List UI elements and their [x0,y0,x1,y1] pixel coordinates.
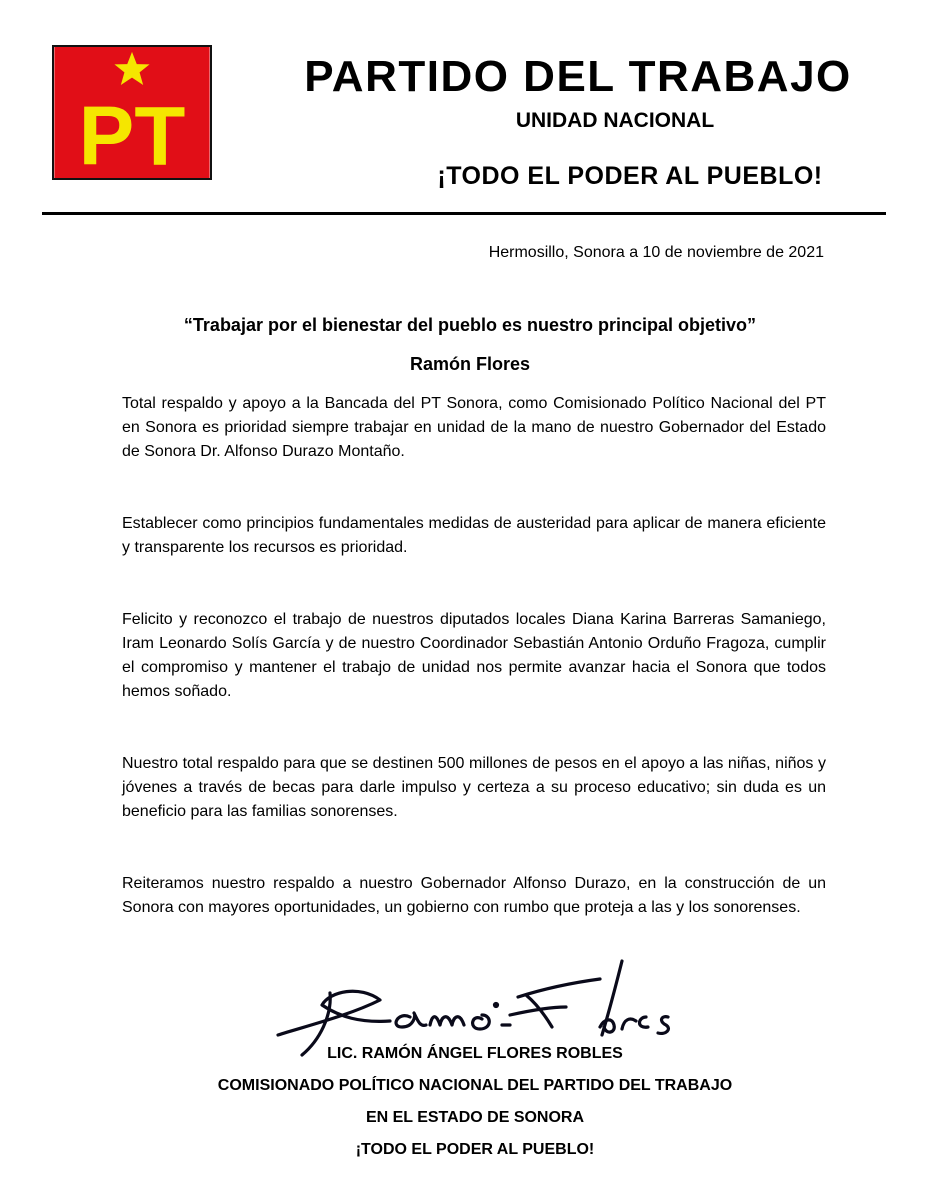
unit-name: UNIDAD NACIONAL [515,109,715,132]
pt-logo-graphic [54,47,210,178]
paragraph: Total respaldo y apoyo a la Bancada del PT Sonora, como Comisionado Político Nacional del PT en Sonora es prioridad siempre trabajar en unidad de la mano de nuestro Gobernador del Estado de Sonora Dr. Alfonso Durazo Montaño. [122,395,826,460]
signer-name: LIC. RAMÓN ÁNGEL FLORES ROBLES [327,1045,623,1062]
quote-author: Ramón Flores [409,354,531,374]
closing-slogan: ¡TODO EL PODER AL PUEBLO! [355,1141,595,1158]
signer-title: COMISIONADO POLÍTICO NACIONAL DEL PARTIDO DEL TRABAJO [217,1077,733,1094]
header-slogan: ¡TODO EL PODER AL PUEBLO! [437,162,823,190]
paragraph: Nuestro total respaldo para que se destinen 500 millones de pesos en el apoyo a las niñas, niños y jóvenes a través de becas para darle impulso y certeza a su proceso educativo; sin duda es un beneficio para las familias sonorenses. [122,755,826,820]
quote: “Trabajar por el bienestar del pueblo es nuestro principal objetivo” [183,315,757,335]
paragraph: Felicito y reconozco el trabajo de nuestros diputados locales Diana Karina Barreras Samaniego, Iram Leonardo Solís García y de nuestro Coordinador Sebastián Antonio Orduño Fragoza, cumplir el compromiso y mantener el trabajo de unidad nos permite avanzar hacia el Sonora que todos hemos soñado. [122,611,826,700]
signer-state: EN EL ESTADO DE SONORA [365,1109,585,1126]
party-name: PARTIDO DEL TRABAJO [304,52,852,101]
pt-logo [52,45,212,180]
paragraph: Reiteramos nuestro respaldo a nuestro Gobernador Alfonso Durazo, en la construcción de un Sonora con mayores oportunidades, un gobierno con rumbo que proteja a las y los sonorenses. [122,875,826,916]
paragraph: Establecer como principios fundamentales medidas de austeridad para aplicar de manera eficiente y transparente los recursos es prioridad. [122,515,826,556]
logo-text: PT [78,88,186,178]
header-divider [42,212,886,215]
date-line: Hermosillo, Sonora a 10 de noviembre de 2021 [488,244,824,261]
